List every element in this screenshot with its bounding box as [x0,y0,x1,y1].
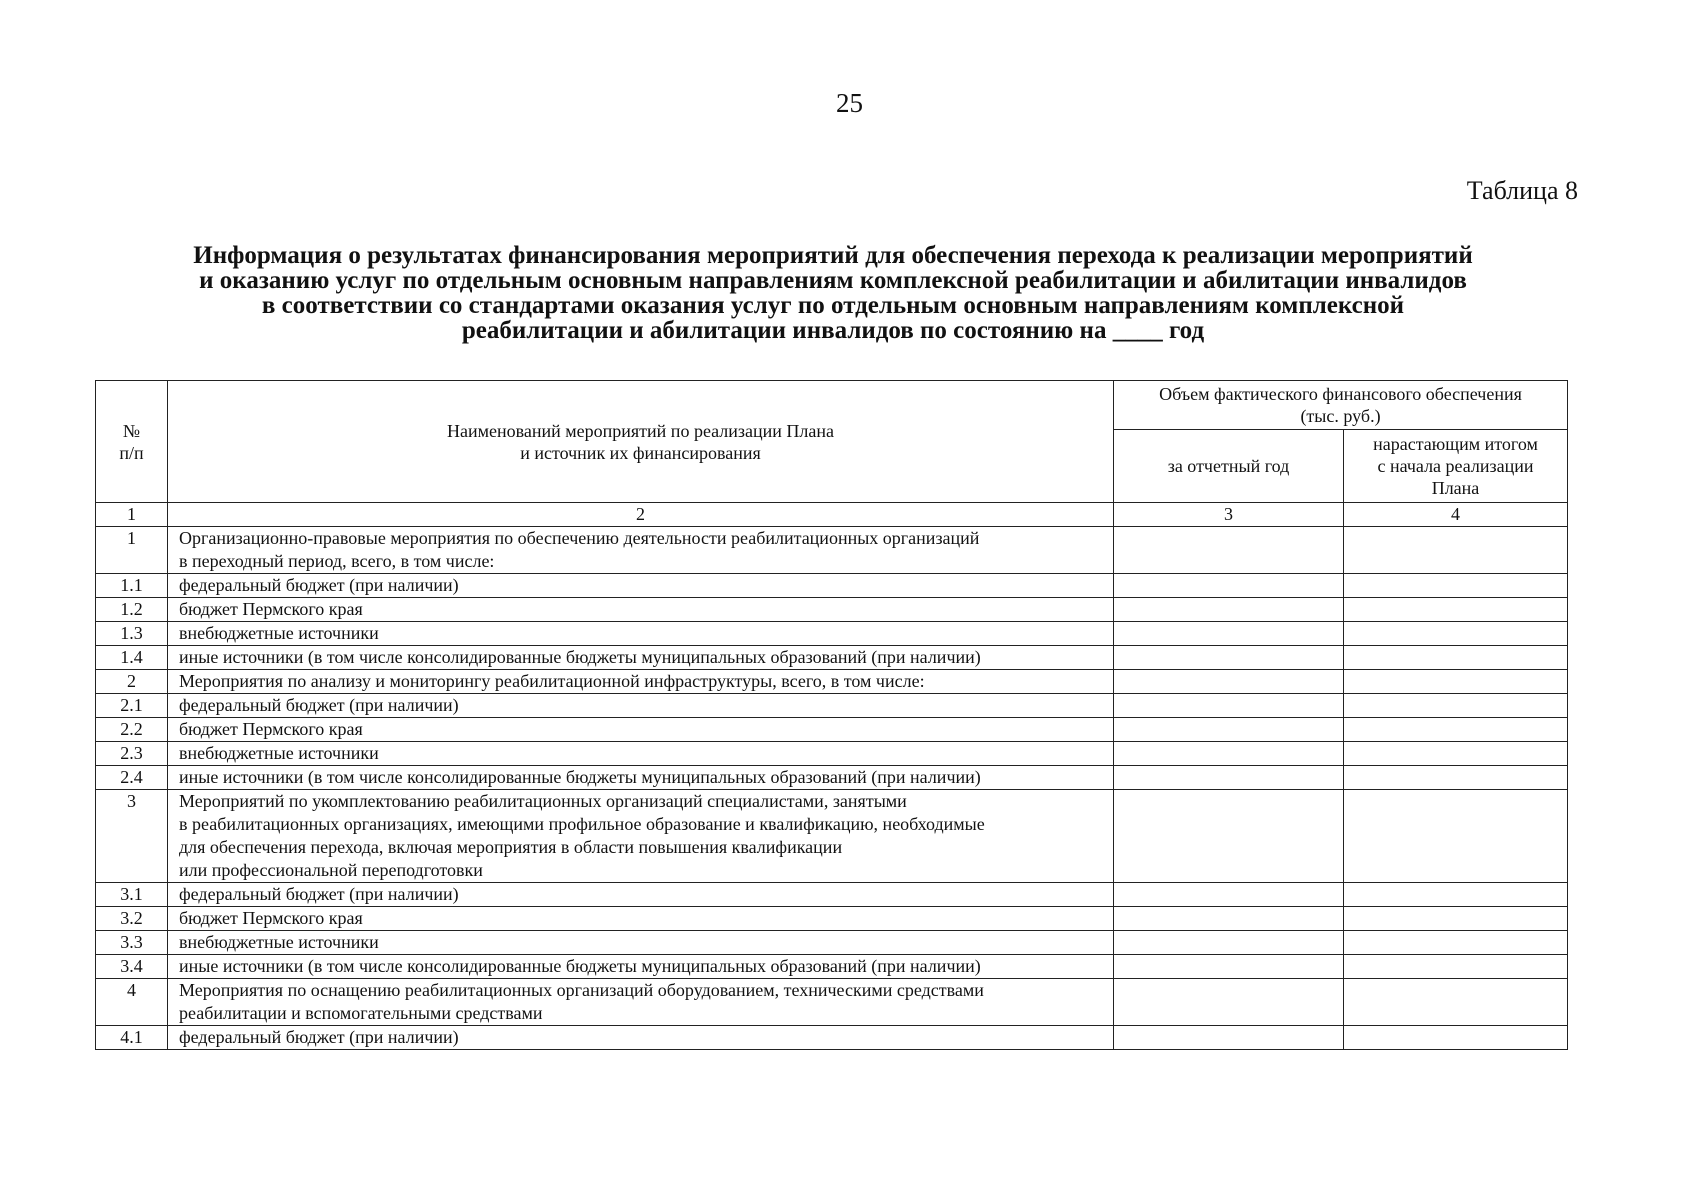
row-number: 1 [96,527,168,574]
row-name [168,766,1114,790]
row-name-line: Мероприятия по анализу и мониторингу реабилитационной инфраструктуры, всего, в том числе: [179,671,925,691]
row-number: 2.4 [96,766,168,790]
row-number: 4.1 [96,1026,168,1050]
reporting-year-cell [1114,646,1344,670]
row-number: 1.1 [96,574,168,598]
cumulative-cell [1344,883,1568,907]
row-number: 3.4 [96,955,168,979]
cumulative-cell [1344,527,1568,574]
row-name [168,1026,1114,1050]
row-number: 1.4 [96,646,168,670]
cumulative-cell [1344,979,1568,1026]
cumulative-cell [1344,574,1568,598]
header-volume: Объем фактического финансового обеспечения (тыс. руб.) [1114,381,1568,430]
row-name [168,527,1114,574]
row-name [168,718,1114,742]
table-row [96,694,1568,718]
document-title [96,243,1570,343]
header-name: Наименований мероприятий по реализации Плана и источник их финансирования [168,381,1114,503]
table-row [96,790,1568,883]
row-number: 1.3 [96,622,168,646]
table-row [96,742,1568,766]
table-row [96,883,1568,907]
title-line: и оказанию услуг по отдельным основным направлениям комплексной реабилитации и абилитации инвалидов [199,267,1467,294]
row-name-line: федеральный бюджет (при наличии) [179,695,459,715]
table-body [96,527,1568,1050]
header-num: № п/п [96,381,168,503]
row-name-line: Организационно-правовые мероприятия по обеспечению деятельности реабилитационных организаций [179,528,980,548]
table-row [96,574,1568,598]
reporting-year-cell [1114,718,1344,742]
row-number: 1.2 [96,598,168,622]
row-name-line: для обеспечения перехода, включая мероприятия в области повышения квалификации [179,837,843,857]
row-name-line: или профессиональной переподготовки [179,860,483,880]
title-line: Информация о результатах финансирования мероприятий для обеспечения перехода к реализации мероприятий [193,242,1473,269]
cumulative-cell [1344,622,1568,646]
cumulative-cell [1344,907,1568,931]
row-name [168,622,1114,646]
cumulative-cell [1344,598,1568,622]
row-number: 2.2 [96,718,168,742]
cumulative-cell [1344,1026,1568,1050]
table-row [96,931,1568,955]
table-row [96,718,1568,742]
table-row [96,646,1568,670]
row-number: 3.2 [96,907,168,931]
cumulative-cell [1344,646,1568,670]
row-number: 2.1 [96,694,168,718]
row-name [168,574,1114,598]
table-row [96,670,1568,694]
row-name-line: бюджет Пермского края [179,908,363,928]
cumulative-cell [1344,955,1568,979]
table-row [96,907,1568,931]
reporting-year-cell [1114,598,1344,622]
reporting-year-cell [1114,907,1344,931]
row-name-line: реабилитации и вспомогательными средствами [179,1003,543,1023]
row-number: 2 [96,670,168,694]
reporting-year-cell [1114,766,1344,790]
row-name-line: Мероприятий по укомплектованию реабилитационных организаций специалистами, занятыми [179,791,907,811]
header-cumulative: нарастающим итогом с начала реализации Плана [1344,430,1568,503]
header-reporting-year: за отчетный год [1114,430,1344,503]
row-number: 4 [96,979,168,1026]
page-number: 25 [836,88,863,118]
row-name [168,883,1114,907]
column-number-row [96,503,1568,527]
row-name [168,790,1114,883]
financing-table [95,380,1568,1050]
title-line: в соответствии со стандартами оказания услуг по отдельным основным направлениям комплексной [261,292,1405,319]
row-name-line: федеральный бюджет (при наличии) [179,575,459,595]
table-row [96,766,1568,790]
row-name [168,646,1114,670]
reporting-year-cell [1114,622,1344,646]
row-name [168,955,1114,979]
cumulative-cell [1344,718,1568,742]
column-number: 1 [96,503,168,527]
table-row [96,979,1568,1026]
row-number: 3.3 [96,931,168,955]
reporting-year-cell [1114,694,1344,718]
row-number: 2.3 [96,742,168,766]
table-row [96,527,1568,574]
reporting-year-cell [1114,979,1344,1026]
row-name-line: федеральный бюджет (при наличии) [179,884,459,904]
reporting-year-cell [1114,955,1344,979]
table-header [96,381,1568,527]
cumulative-cell [1344,790,1568,883]
row-number: 3 [96,790,168,883]
row-name-line: в реабилитационных организациях, имеющими профильное образование и квалификацию, необходимые [179,814,985,834]
cumulative-cell [1344,931,1568,955]
row-name-line: иные источники (в том числе консолидированные бюджеты муниципальных образований (при наличии) [179,767,981,787]
table-row [96,955,1568,979]
title-line: реабилитации и абилитации инвалидов по состоянию на ____ год [461,317,1205,344]
row-name-line: бюджет Пермского края [179,719,363,739]
row-name [168,907,1114,931]
table-row [96,598,1568,622]
reporting-year-cell [1114,883,1344,907]
row-name-line: внебюджетные источники [179,623,379,643]
reporting-year-cell [1114,790,1344,883]
column-number: 3 [1114,503,1344,527]
row-name [168,670,1114,694]
row-name [168,979,1114,1026]
row-name-line: внебюджетные источники [179,743,379,763]
cumulative-cell [1344,766,1568,790]
cumulative-cell [1344,670,1568,694]
column-number: 4 [1344,503,1568,527]
row-name-line: внебюджетные источники [179,932,379,952]
row-name [168,931,1114,955]
reporting-year-cell [1114,742,1344,766]
table-row [96,622,1568,646]
reporting-year-cell [1114,670,1344,694]
reporting-year-cell [1114,931,1344,955]
row-name-line: в переходный период, всего, в том числе: [179,551,495,571]
table-label: Таблица 8 [1466,176,1578,205]
column-number: 2 [168,503,1114,527]
table-row [96,1026,1568,1050]
row-number: 3.1 [96,883,168,907]
cumulative-cell [1344,694,1568,718]
row-name-line: бюджет Пермского края [179,599,363,619]
row-name [168,598,1114,622]
row-name-line: иные источники (в том числе консолидированные бюджеты муниципальных образований (при наличии) [179,956,981,976]
row-name-line: федеральный бюджет (при наличии) [179,1027,459,1047]
row-name [168,694,1114,718]
cumulative-cell [1344,742,1568,766]
row-name-line: иные источники (в том числе консолидированные бюджеты муниципальных образований (при наличии) [179,647,981,667]
row-name-line: Мероприятия по оснащению реабилитационных организаций оборудованием, техническими средствами [179,980,984,1000]
reporting-year-cell [1114,527,1344,574]
reporting-year-cell [1114,1026,1344,1050]
reporting-year-cell [1114,574,1344,598]
row-name [168,742,1114,766]
